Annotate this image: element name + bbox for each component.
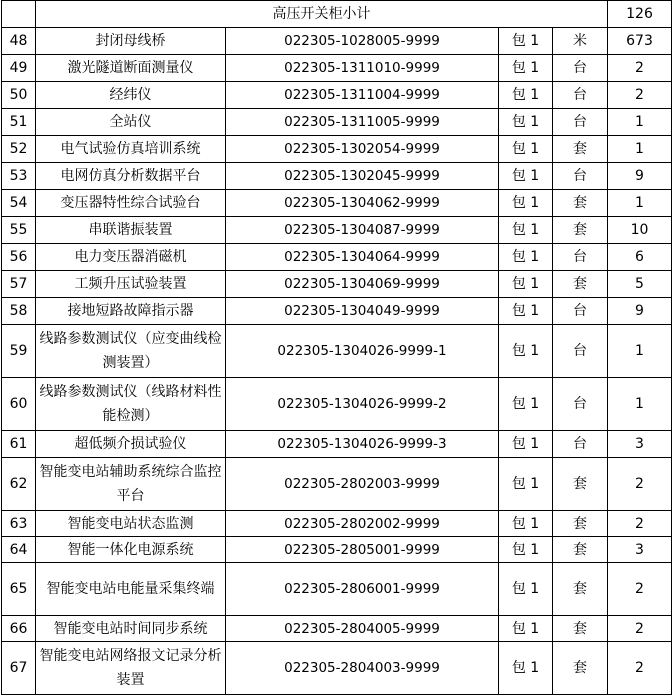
row-number: 53 xyxy=(2,163,36,190)
package-cell: 包 1 xyxy=(499,28,553,55)
package-cell: 包 1 xyxy=(499,537,553,563)
item-name: 电力变压器消磁机 xyxy=(36,244,226,271)
quantity-cell: 2 xyxy=(608,642,672,695)
table-row xyxy=(2,55,672,82)
unit-cell: 套 xyxy=(553,190,608,217)
unit-cell: 台 xyxy=(553,378,608,431)
item-code: 022305-1028005-9999 xyxy=(226,28,499,55)
row-number: 57 xyxy=(2,271,36,298)
unit-cell: 套 xyxy=(553,616,608,642)
quantity-cell: 1 xyxy=(608,325,672,378)
row-number: 54 xyxy=(2,190,36,217)
item-code: 022305-1304026-9999-3 xyxy=(226,431,499,458)
unit-cell: 套 xyxy=(553,642,608,695)
subtotal-label: 高压开关柜小计 xyxy=(36,1,608,28)
item-name: 线路参数测试仪（应变曲线检测装置） xyxy=(36,325,226,378)
unit-cell: 台 xyxy=(553,244,608,271)
unit-cell: 台 xyxy=(553,325,608,378)
item-code: 022305-1304049-9999 xyxy=(226,298,499,325)
subtotal-blank-cell xyxy=(2,1,36,28)
package-cell: 包 1 xyxy=(499,55,553,82)
equipment-table xyxy=(1,0,672,695)
quantity-cell: 2 xyxy=(608,458,672,511)
package-cell: 包 1 xyxy=(499,244,553,271)
table-row xyxy=(2,642,672,695)
package-cell: 包 1 xyxy=(499,642,553,695)
package-cell: 包 1 xyxy=(499,163,553,190)
item-code: 022305-2802002-9999 xyxy=(226,511,499,537)
unit-cell: 套 xyxy=(553,271,608,298)
package-cell: 包 1 xyxy=(499,378,553,431)
table-row xyxy=(2,325,672,378)
table-row xyxy=(2,271,672,298)
item-name: 激光隧道断面测量仪 xyxy=(36,55,226,82)
item-name: 智能变电站电能量采集终端 xyxy=(36,563,226,616)
item-code: 022305-1311010-9999 xyxy=(226,55,499,82)
item-code: 022305-2805001-9999 xyxy=(226,537,499,563)
unit-cell: 台 xyxy=(553,55,608,82)
package-cell: 包 1 xyxy=(499,271,553,298)
table-row xyxy=(2,28,672,55)
quantity-cell: 2 xyxy=(608,616,672,642)
quantity-cell: 673 xyxy=(608,28,672,55)
quantity-cell: 1 xyxy=(608,136,672,163)
unit-cell: 台 xyxy=(553,431,608,458)
row-number: 58 xyxy=(2,298,36,325)
item-code: 022305-2804005-9999 xyxy=(226,616,499,642)
subtotal-row xyxy=(2,1,672,28)
unit-cell: 套 xyxy=(553,458,608,511)
quantity-cell: 3 xyxy=(608,537,672,563)
package-cell: 包 1 xyxy=(499,431,553,458)
table-row xyxy=(2,136,672,163)
item-name: 工频升压试验装置 xyxy=(36,271,226,298)
unit-cell: 套 xyxy=(553,563,608,616)
table-row xyxy=(2,378,672,431)
quantity-cell: 9 xyxy=(608,163,672,190)
item-name: 全站仪 xyxy=(36,109,226,136)
row-number: 60 xyxy=(2,378,36,431)
table-row xyxy=(2,616,672,642)
package-cell: 包 1 xyxy=(499,217,553,244)
item-name: 串联谐振装置 xyxy=(36,217,226,244)
item-code: 022305-1304026-9999-2 xyxy=(226,378,499,431)
quantity-cell: 2 xyxy=(608,55,672,82)
row-number: 65 xyxy=(2,563,36,616)
row-number: 63 xyxy=(2,511,36,537)
table-row xyxy=(2,431,672,458)
table-row xyxy=(2,163,672,190)
table-row xyxy=(2,537,672,563)
unit-cell: 套 xyxy=(553,217,608,244)
item-code: 022305-1311005-9999 xyxy=(226,109,499,136)
item-name: 智能变电站网络报文记录分析装置 xyxy=(36,642,226,695)
row-number: 66 xyxy=(2,616,36,642)
item-name: 智能变电站时间同步系统 xyxy=(36,616,226,642)
package-cell: 包 1 xyxy=(499,136,553,163)
quantity-cell: 2 xyxy=(608,563,672,616)
item-code: 022305-1304062-9999 xyxy=(226,190,499,217)
quantity-cell: 2 xyxy=(608,82,672,109)
row-number: 55 xyxy=(2,217,36,244)
quantity-cell: 3 xyxy=(608,431,672,458)
row-number: 51 xyxy=(2,109,36,136)
quantity-cell: 5 xyxy=(608,271,672,298)
item-code: 022305-1304064-9999 xyxy=(226,244,499,271)
table-row xyxy=(2,190,672,217)
quantity-cell: 10 xyxy=(608,217,672,244)
item-name: 智能变电站辅助系统综合监控平台 xyxy=(36,458,226,511)
table-row xyxy=(2,82,672,109)
quantity-cell: 1 xyxy=(608,109,672,136)
row-number: 52 xyxy=(2,136,36,163)
item-name: 电气试验仿真培训系统 xyxy=(36,136,226,163)
quantity-cell: 1 xyxy=(608,378,672,431)
item-name: 封闭母线桥 xyxy=(36,28,226,55)
package-cell: 包 1 xyxy=(499,325,553,378)
row-number: 59 xyxy=(2,325,36,378)
package-cell: 包 1 xyxy=(499,511,553,537)
item-code: 022305-2802003-9999 xyxy=(226,458,499,511)
unit-cell: 台 xyxy=(553,82,608,109)
quantity-cell: 9 xyxy=(608,298,672,325)
item-name: 电网仿真分析数据平台 xyxy=(36,163,226,190)
row-number: 56 xyxy=(2,244,36,271)
row-number: 61 xyxy=(2,431,36,458)
table-row xyxy=(2,298,672,325)
table-row xyxy=(2,563,672,616)
item-name: 超低频介损试验仪 xyxy=(36,431,226,458)
item-code: 022305-2804003-9999 xyxy=(226,642,499,695)
item-code: 022305-1302045-9999 xyxy=(226,163,499,190)
package-cell: 包 1 xyxy=(499,616,553,642)
package-cell: 包 1 xyxy=(499,109,553,136)
unit-cell: 台 xyxy=(553,109,608,136)
item-code: 022305-1304069-9999 xyxy=(226,271,499,298)
quantity-cell: 1 xyxy=(608,190,672,217)
item-name: 智能变电站状态监测 xyxy=(36,511,226,537)
row-number: 62 xyxy=(2,458,36,511)
package-cell: 包 1 xyxy=(499,298,553,325)
unit-cell: 台 xyxy=(553,298,608,325)
table-row xyxy=(2,511,672,537)
row-number: 50 xyxy=(2,82,36,109)
item-name: 智能一体化电源系统 xyxy=(36,537,226,563)
package-cell: 包 1 xyxy=(499,82,553,109)
package-cell: 包 1 xyxy=(499,190,553,217)
item-code: 022305-1304026-9999-1 xyxy=(226,325,499,378)
item-code: 022305-1302054-9999 xyxy=(226,136,499,163)
item-code: 022305-1304087-9999 xyxy=(226,217,499,244)
item-name: 变压器特性综合试验台 xyxy=(36,190,226,217)
row-number: 49 xyxy=(2,55,36,82)
table-row xyxy=(2,244,672,271)
row-number: 64 xyxy=(2,537,36,563)
row-number: 67 xyxy=(2,642,36,695)
item-name: 接地短路故障指示器 xyxy=(36,298,226,325)
table-row xyxy=(2,217,672,244)
item-code: 022305-1311004-9999 xyxy=(226,82,499,109)
row-number: 48 xyxy=(2,28,36,55)
unit-cell: 套 xyxy=(553,537,608,563)
quantity-cell: 2 xyxy=(608,511,672,537)
package-cell: 包 1 xyxy=(499,563,553,616)
item-name: 经纬仪 xyxy=(36,82,226,109)
unit-cell: 米 xyxy=(553,28,608,55)
quantity-cell: 6 xyxy=(608,244,672,271)
subtotal-qty: 126 xyxy=(608,1,672,28)
unit-cell: 台 xyxy=(553,163,608,190)
item-code: 022305-2806001-9999 xyxy=(226,563,499,616)
item-name: 线路参数测试仪（线路材料性能检测） xyxy=(36,378,226,431)
table-row xyxy=(2,109,672,136)
table-row xyxy=(2,458,672,511)
package-cell: 包 1 xyxy=(499,458,553,511)
unit-cell: 套 xyxy=(553,511,608,537)
unit-cell: 套 xyxy=(553,136,608,163)
